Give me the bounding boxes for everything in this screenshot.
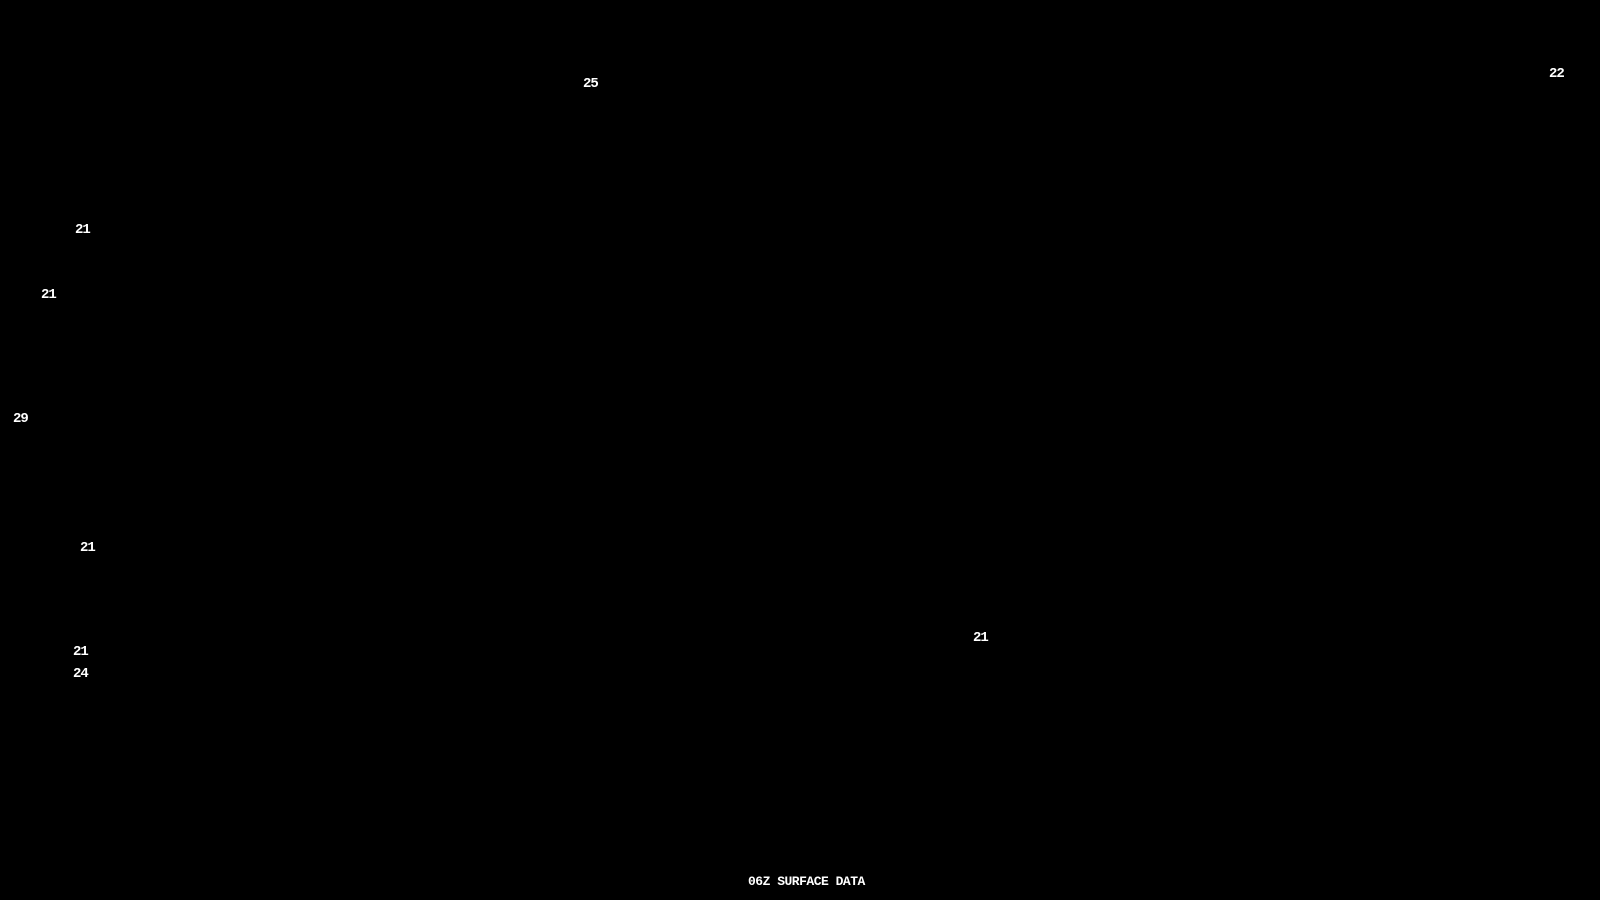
station-value: 21 [41,287,56,303]
station-value: 29 [13,411,28,427]
station-value: 21 [973,630,988,646]
station-value: 24 [73,666,88,682]
station-value: 25 [583,76,598,92]
station-value: 21 [73,644,88,660]
map-caption: 06Z SURFACE DATA [748,874,865,889]
station-value: 21 [80,540,95,556]
station-value: 21 [75,222,90,238]
station-value: 22 [1549,66,1564,82]
